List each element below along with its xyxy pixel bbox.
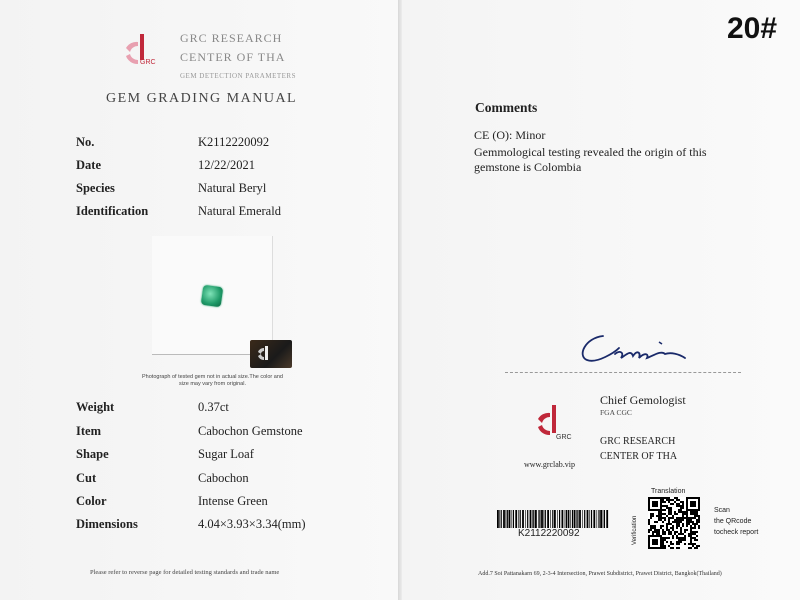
field-value: Sugar Loaf xyxy=(198,447,254,461)
field-value: K2112220092 xyxy=(198,135,270,149)
photo-disclaimer: Photograph of tested gem not in actual size.The color and size may vary from original. xyxy=(142,374,283,388)
field-label: Dimensions xyxy=(76,517,138,531)
field-label: Identification xyxy=(76,204,149,218)
signature xyxy=(575,330,690,375)
field-value: 4.04×3.93×3.34(mm) xyxy=(198,517,306,531)
comment-line: CE (O): Minor xyxy=(474,128,546,142)
field-label: Date xyxy=(76,158,101,172)
barcode xyxy=(497,510,609,528)
scan-instructions: Scan the QRcode tocheck report xyxy=(714,507,759,536)
field-value: Cabochon Gemstone xyxy=(198,424,303,438)
signature-line xyxy=(505,372,741,373)
field-label: Shape xyxy=(76,447,109,461)
field-label: No. xyxy=(76,135,95,149)
field-label: Weight xyxy=(76,400,115,414)
field-value: Natural Beryl xyxy=(198,181,267,195)
field-value: 0.37ct xyxy=(198,400,229,414)
emerald-image xyxy=(201,285,224,308)
org-name-line1: GRC RESEARCH xyxy=(600,436,676,447)
gem-photo xyxy=(152,236,273,355)
grc-logo xyxy=(534,403,576,445)
verification-label: Verification xyxy=(632,515,638,545)
field-label: Item xyxy=(76,424,101,438)
field-value: 12/22/2021 xyxy=(198,158,255,172)
manual-title: GEM GRADING MANUAL xyxy=(106,91,298,106)
barcode-number: K2112220092 xyxy=(518,528,580,539)
chief-gemologist: Chief Gemologist xyxy=(600,393,686,407)
org-name-line2: CENTER OF THA xyxy=(600,451,678,462)
comments-title: Comments xyxy=(475,100,538,115)
org-name-line1: GRC RESEARCH xyxy=(180,31,283,45)
svg-text:GRC: GRC xyxy=(140,59,156,66)
field-value: Intense Green xyxy=(198,494,268,508)
address: Add.7 Soi Pattanakarn 69, 2-3-4 Intersection, Prawet Subdistrict, Prawet District, Bangkok(Thailand) xyxy=(478,571,722,577)
field-label: Color xyxy=(76,494,107,508)
corner-tag: 20# xyxy=(727,12,778,45)
org-name-line2: CENTER OF THA xyxy=(180,50,286,64)
svg-text:GRC: GRC xyxy=(556,434,572,441)
reverse-page-note: Please refer to reverse page for detailed testing standards and trade name xyxy=(90,569,280,576)
translation-label: Translation xyxy=(651,488,686,495)
grc-logo xyxy=(120,30,165,75)
credentials: FGA CGC xyxy=(600,408,632,417)
field-value: Cabochon xyxy=(198,471,249,485)
field-label: Cut xyxy=(76,471,97,485)
website: www.grclab.vip xyxy=(524,460,576,469)
comment-line: Gemmological testing revealed the origin of this xyxy=(474,145,707,159)
field-value: Natural Emerald xyxy=(198,204,281,218)
field-label: Species xyxy=(76,181,115,195)
comment-line: gemstone is Colombia xyxy=(474,160,582,174)
qr-code[interactable] xyxy=(648,497,700,549)
hologram-sticker xyxy=(250,340,292,368)
params-line: GEM DETECTION PARAMETERS xyxy=(180,72,296,80)
